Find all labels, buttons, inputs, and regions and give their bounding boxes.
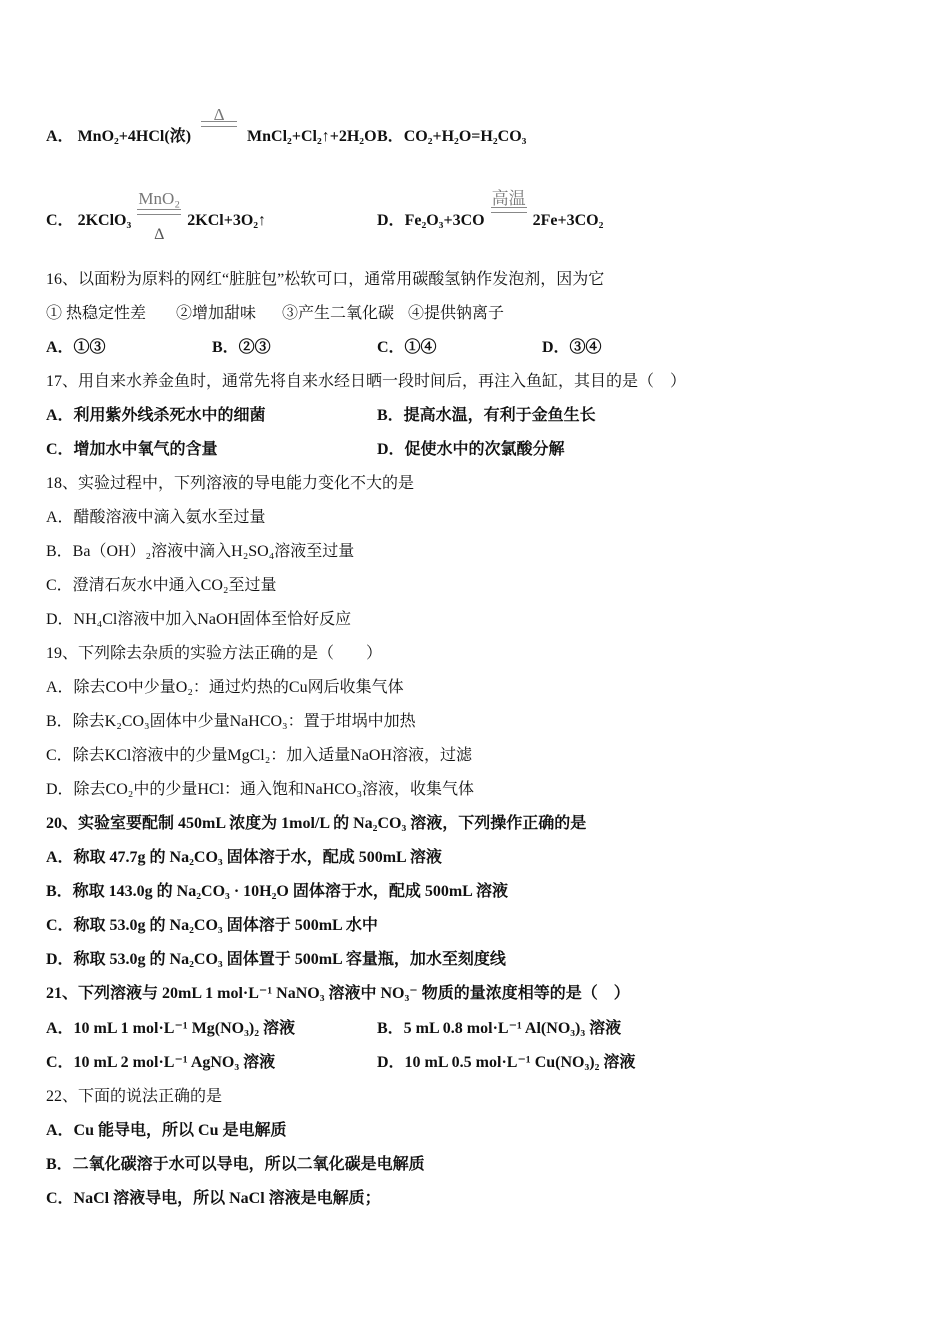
question-16-stem: 16、以面粉为原料的网红“脏脏包”松软可口，通常用碳酸氢钠作发泡剂，因为它 bbox=[46, 271, 605, 288]
option-a: A．Cu 能导电，所以 Cu 是电解质 bbox=[46, 1122, 287, 1139]
option-a: A．称取 47.7g 的 Na₂CO₃ 固体溶于水，配成 500mL 溶液 bbox=[46, 849, 442, 866]
option-d: D．10 mL 0.5 mol·L⁻¹ Cu(NO₃)₂ 溶液 bbox=[377, 1054, 636, 1071]
equation-left: MnO₂+4HCl(浓) bbox=[77, 128, 192, 145]
option-b: B．Ba（OH）₂溶液中滴入H₂SO₄溶液至过量 bbox=[46, 543, 355, 560]
option-b: B．②③ bbox=[212, 339, 271, 356]
option-d: D．促使水中的次氯酸分解 bbox=[377, 441, 565, 458]
q15-option-b bbox=[377, 127, 526, 147]
option-label: C． bbox=[46, 212, 74, 229]
equation: CO₂+H₂O=H₂CO₃ bbox=[403, 128, 527, 145]
condition-top: 高温 bbox=[491, 189, 526, 209]
option-b: B．称取 143.0g 的 Na₂CO₃ · 10H₂O 固体溶于水，配成 500mL 溶液 bbox=[46, 883, 508, 900]
option-c: C．NaCl 溶液导电，所以 NaCl 溶液是电解质； bbox=[46, 1190, 381, 1207]
item: ③产生二氧化碳 bbox=[282, 305, 395, 322]
item: ④提供钠离子 bbox=[408, 305, 505, 322]
reaction-arrow bbox=[489, 189, 529, 231]
option-d: D．称取 53.0g 的 Na₂CO₃ 固体置于 500mL 容量瓶，加水至刻度线 bbox=[46, 951, 506, 968]
option-b: B．除去K₂CO₃固体中少量NaHCO₃：置于坩埚中加热 bbox=[46, 713, 416, 730]
option-c: C．①④ bbox=[377, 339, 437, 356]
condition-top: Δ bbox=[213, 105, 225, 125]
option-label: A． bbox=[46, 128, 74, 145]
option-d: D．NH₄Cl溶液中加入NaOH固体至恰好反应 bbox=[46, 611, 352, 628]
question-18-stem: 18、实验过程中，下列溶液的导电能力变化不大的是 bbox=[46, 475, 415, 492]
equation-right: 2KCl+3O₂↑ bbox=[187, 212, 267, 229]
option-c: C．增加水中氧气的含量 bbox=[46, 441, 218, 458]
condition-top: MnO₂ bbox=[138, 189, 181, 209]
condition-bottom: Δ bbox=[154, 226, 165, 244]
option-a: A．利用紫外线杀死水中的细菌 bbox=[46, 407, 266, 424]
option-c: C．称取 53.0g 的 Na₂CO₃ 固体溶于 500mL 水中 bbox=[46, 917, 378, 934]
equation-right: MnCl₂+Cl₂↑+2H₂O bbox=[247, 128, 377, 145]
question-22-stem: 22、下面的说法正确的是 bbox=[46, 1088, 223, 1105]
option-c: C．澄清石灰水中通入CO₂至过量 bbox=[46, 577, 277, 594]
option-label: B． bbox=[377, 128, 404, 145]
option-d: D．除去CO₂中的少量HCl：通入饱和NaHCO₃溶液，收集气体 bbox=[46, 781, 475, 798]
option-c: C．除去KCl溶液中的少量MgCl₂：加入适量NaOH溶液，过滤 bbox=[46, 747, 473, 764]
item: ① 热稳定性差 bbox=[46, 305, 147, 322]
option-a: A．除去CO中少量O₂：通过灼热的Cu网后收集气体 bbox=[46, 679, 404, 696]
option-b: B．提高水温，有利于金鱼生长 bbox=[377, 407, 596, 424]
q15-option-a bbox=[46, 105, 377, 147]
q15-option-d bbox=[377, 189, 604, 231]
question-20-stem: 20、实验室要配制 450mL 浓度为 1mol/L 的 Na₂CO₃ 溶液，下列操作正确的是 bbox=[46, 815, 587, 832]
option-label: D． bbox=[377, 212, 405, 229]
question-21-stem: 21、下列溶液与 20mL 1 mol·L⁻¹ NaNO₃ 溶液中 NO₃⁻ 物质的量浓度相等的是（ ） bbox=[46, 985, 630, 1002]
question-16-items bbox=[46, 304, 504, 324]
reaction-arrow bbox=[135, 189, 183, 244]
option-a: A．10 mL 1 mol·L⁻¹ Mg(NO₃)₂ 溶液 bbox=[46, 1020, 296, 1037]
equation-right: 2Fe+3CO₂ bbox=[532, 212, 604, 229]
option-c: C．10 mL 2 mol·L⁻¹ AgNO₃ 溶液 bbox=[46, 1054, 276, 1071]
item: ②增加甜味 bbox=[176, 305, 257, 322]
option-d: D．③④ bbox=[542, 339, 602, 356]
q15-option-c bbox=[46, 189, 267, 244]
equation-left: 2KClO₃ bbox=[77, 212, 132, 229]
question-17-stem: 17、用自来水养金鱼时，通常先将自来水经日晒一段时间后，再注入鱼缸，其目的是（ ） bbox=[46, 373, 687, 390]
option-a: A．醋酸溶液中滴入氨水至过量 bbox=[46, 509, 266, 526]
reaction-arrow bbox=[199, 105, 239, 147]
option-b: B．二氧化碳溶于水可以导电，所以二氧化碳是电解质 bbox=[46, 1156, 425, 1173]
question-19-stem: 19、下列除去杂质的实验方法正确的是（ ） bbox=[46, 645, 383, 662]
equation-left: Fe₂O₃+3CO bbox=[404, 212, 485, 229]
option-a: A．①③ bbox=[46, 339, 106, 356]
option-b: B．5 mL 0.8 mol·L⁻¹ Al(NO₃)₃ 溶液 bbox=[377, 1020, 622, 1037]
